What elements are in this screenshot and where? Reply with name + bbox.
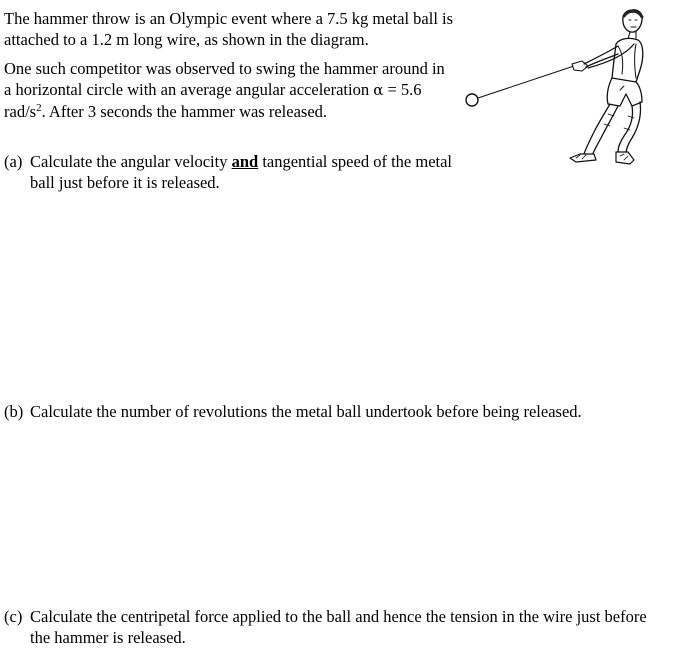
- question-c: [4, 606, 664, 648]
- emphasis-and: and: [231, 152, 259, 171]
- acceleration-value: = 5.6 rad/s: [4, 80, 422, 121]
- question-label: (c): [4, 607, 23, 626]
- problem-intro: [4, 8, 454, 122]
- question-a: [4, 151, 454, 193]
- intro-text: One such competitor was observed to swing the hammer around in a horizontal circle with an average angular acceleration: [4, 59, 445, 99]
- question-text-part: tangential speed of the metal ball just before it is released.: [30, 152, 453, 192]
- intro-paragraph-1: The hammer throw is an Olympic event where a 7.5 kg metal ball is attached to a 1.2 m long wire, as shown in the diagram.: [4, 9, 454, 49]
- hammer-wire: [478, 66, 574, 98]
- question-text: Calculate the number of revolutions the metal ball undertook before being released.: [30, 402, 582, 421]
- question-label: (a): [4, 152, 23, 171]
- exponent: 2: [36, 102, 42, 114]
- alpha-symbol: α: [373, 81, 384, 99]
- question-text: [30, 151, 454, 193]
- hammer-thrower-illustration-icon: [458, 4, 648, 176]
- question-label: (b): [4, 402, 24, 421]
- hammer-thrower-diagram: [458, 4, 648, 176]
- intro-paragraph-2: [4, 58, 454, 122]
- intro-text-end: . After 3 seconds the hammer was released.: [41, 102, 328, 121]
- question-text-part: Calculate the angular velocity: [30, 152, 232, 171]
- question-b: [4, 401, 664, 422]
- hammer-ball: [466, 94, 478, 106]
- question-text: Calculate the centripetal force applied to the ball and hence the tension in the wire just before the hammer is released.: [30, 607, 647, 647]
